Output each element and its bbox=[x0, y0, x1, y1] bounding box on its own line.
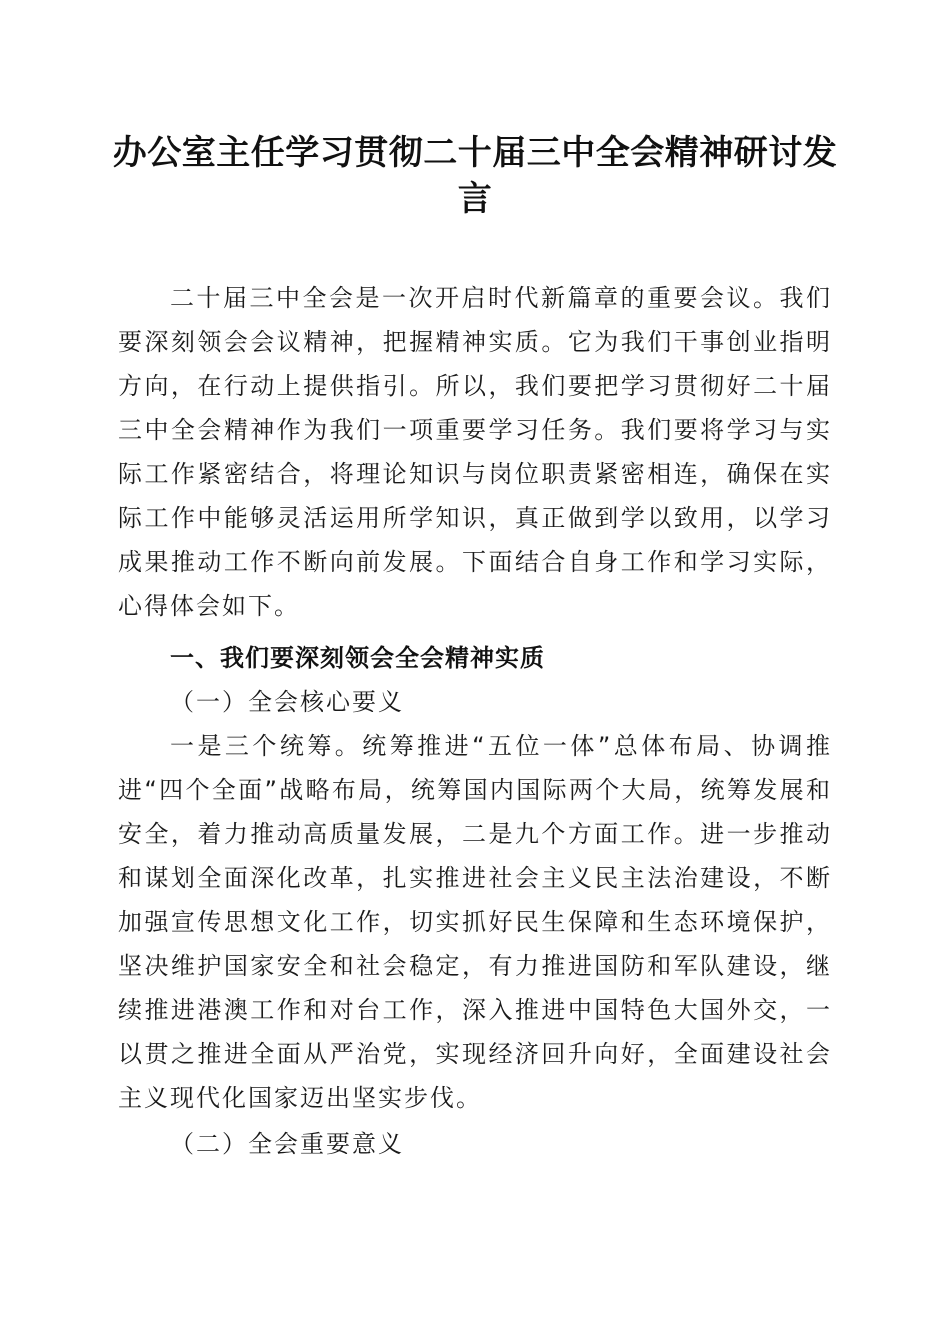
subsection-heading-2: （二）全会重要意义 bbox=[170, 1130, 404, 1158]
subsection-heading-1: （一）全会核心要义 bbox=[170, 688, 404, 716]
subsection-1-paragraph: 一是三个统筹。统筹推进“五位一体”总体布局、协调推进“四个全面”战略布局，统筹国内国际两个大局，统筹发展和安全，着力推动高质量发展，二是九个方面工作。进一步推动和谋划全面深化改革，扎实推进社会主义民主法治建设，不断加强宣传思想文化工作，切实抓好民生保障和生态环境保护，坚决维护国家安全和社会稳定，有力推进国防和军队建设，继续推进港澳工作和对台工作，深入推进中国特色大国外交，一以贯之推进全面从严治党，实现经济回升向好，全面建设社会主义现代化国家迈出坚实步伐。 bbox=[118, 732, 832, 1112]
intro-paragraph: 二十届三中全会是一次开启时代新篇章的重要会议。我们要深刻领会会议精神，把握精神实质。它为我们干事创业指明方向，在行动上提供指引。所以，我们要把学习贯彻好二十届三中全会精神作为我们一项重要学习任务。我们要将学习与实际工作紧密结合，将理论知识与岗位职责紧密相连，确保在实际工作中能够灵活运用所学知识，真正做到学以致用，以学习成果推动工作不断向前发展。下面结合自身工作和学习实际，心得体会如下。 bbox=[118, 284, 832, 620]
section-heading-1: 一、我们要深刻领会全会精神实质 bbox=[170, 644, 545, 672]
document-title: 办公室主任学习贯彻二十届三中全会精神研讨发言 bbox=[112, 133, 838, 219]
